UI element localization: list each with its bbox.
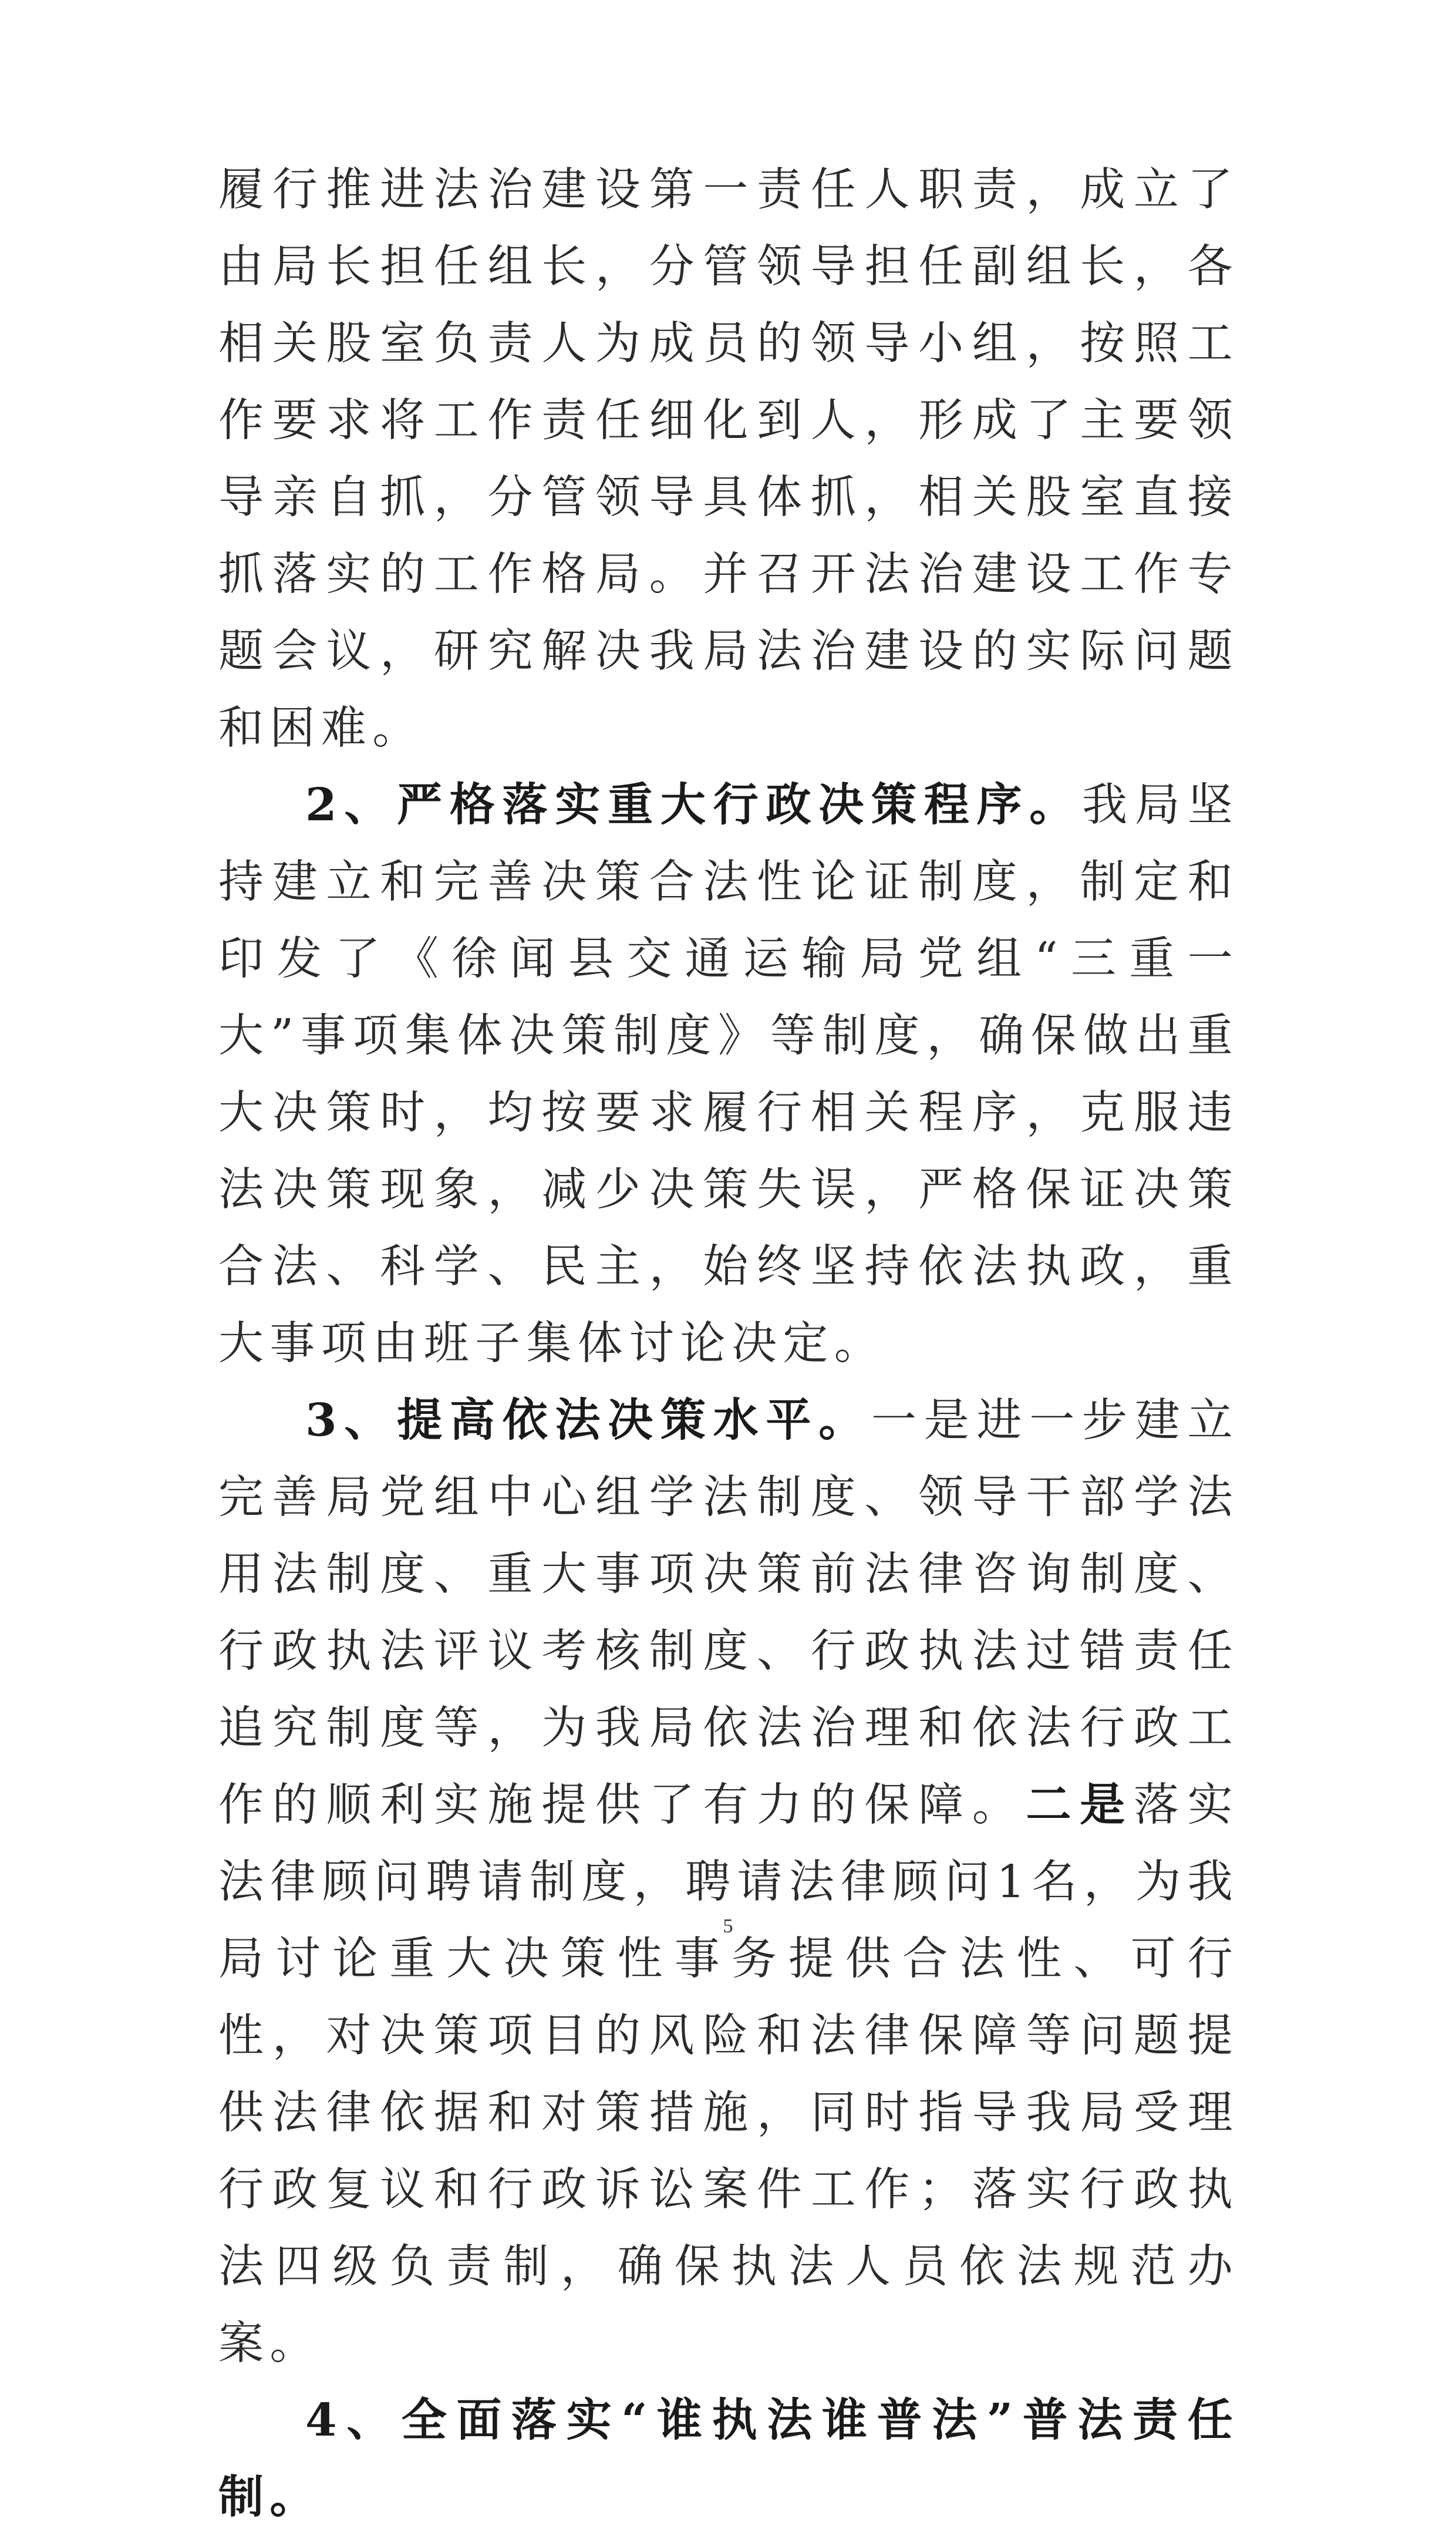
- paragraph-decision-level: [218, 1382, 1239, 2382]
- paragraph-text: 一是进一步建立完善局党组中心组学法制度、领导干部学法用法制度、重大事项决策前法律咨询制度、行政执法评议考核制度、行政执法过错责任追究制度等，为我局依法治理和依法行政工作的顺利实施提供了有力的保障。: [218, 1395, 1239, 1831]
- paragraph-legal-publicity: [218, 2382, 1239, 2536]
- document-body: [218, 151, 1239, 2536]
- page-number: 5: [723, 1915, 733, 1937]
- section-heading: 2、严格落实重大行政决策程序。: [305, 779, 1083, 831]
- paragraph-text: 履行推进法治建设第一责任人职责，成立了由局长担任组长，分管领导担任副组长，各相关股室负责人为成员的领导小组，按照工作要求将工作责任细化到人，形成了主要领导亲自抓，分管领导具体抓，相关股室直接抓落实的工作格局。并召开法治建设工作专题会议，研究解决我局法治建设的实际问题和困难。: [218, 164, 1239, 755]
- section-heading: 4、全面落实“谁执法谁普法”普法责任制。: [218, 2394, 1239, 2524]
- paragraph-text: 我局坚持建立和完善决策合法性论证制度，制定和印发了《徐闻县交通运输局党组“三重一大”事项集体决策制度》等制度，确保做出重大决策时，均按要求履行相关程序，克服违法决策现象，减少决策失误，严格保证决策合法、科学、民主，始终坚持依法执政，重大事项由班子集体讨论决定。: [218, 779, 1239, 1370]
- section-heading: 3、提高依法决策水平。: [305, 1394, 871, 1447]
- paragraph-continuation: [218, 151, 1239, 767]
- paragraph-text: 落实法律顾问聘请制度，聘请法律顾问1名，为我局讨论重大决策性事务提供合法性、可行性，对决策项目的风险和法律保障等问题提供法律依据和对策措施，同时指导我局受理行政复议和行政诉讼案件工作；落实行政执法四级负责制，确保执法人员依法规范办案。: [218, 1779, 1239, 2370]
- paragraph-decision-procedure: [218, 767, 1239, 1382]
- emphasis-text: 二是: [1026, 1779, 1134, 1831]
